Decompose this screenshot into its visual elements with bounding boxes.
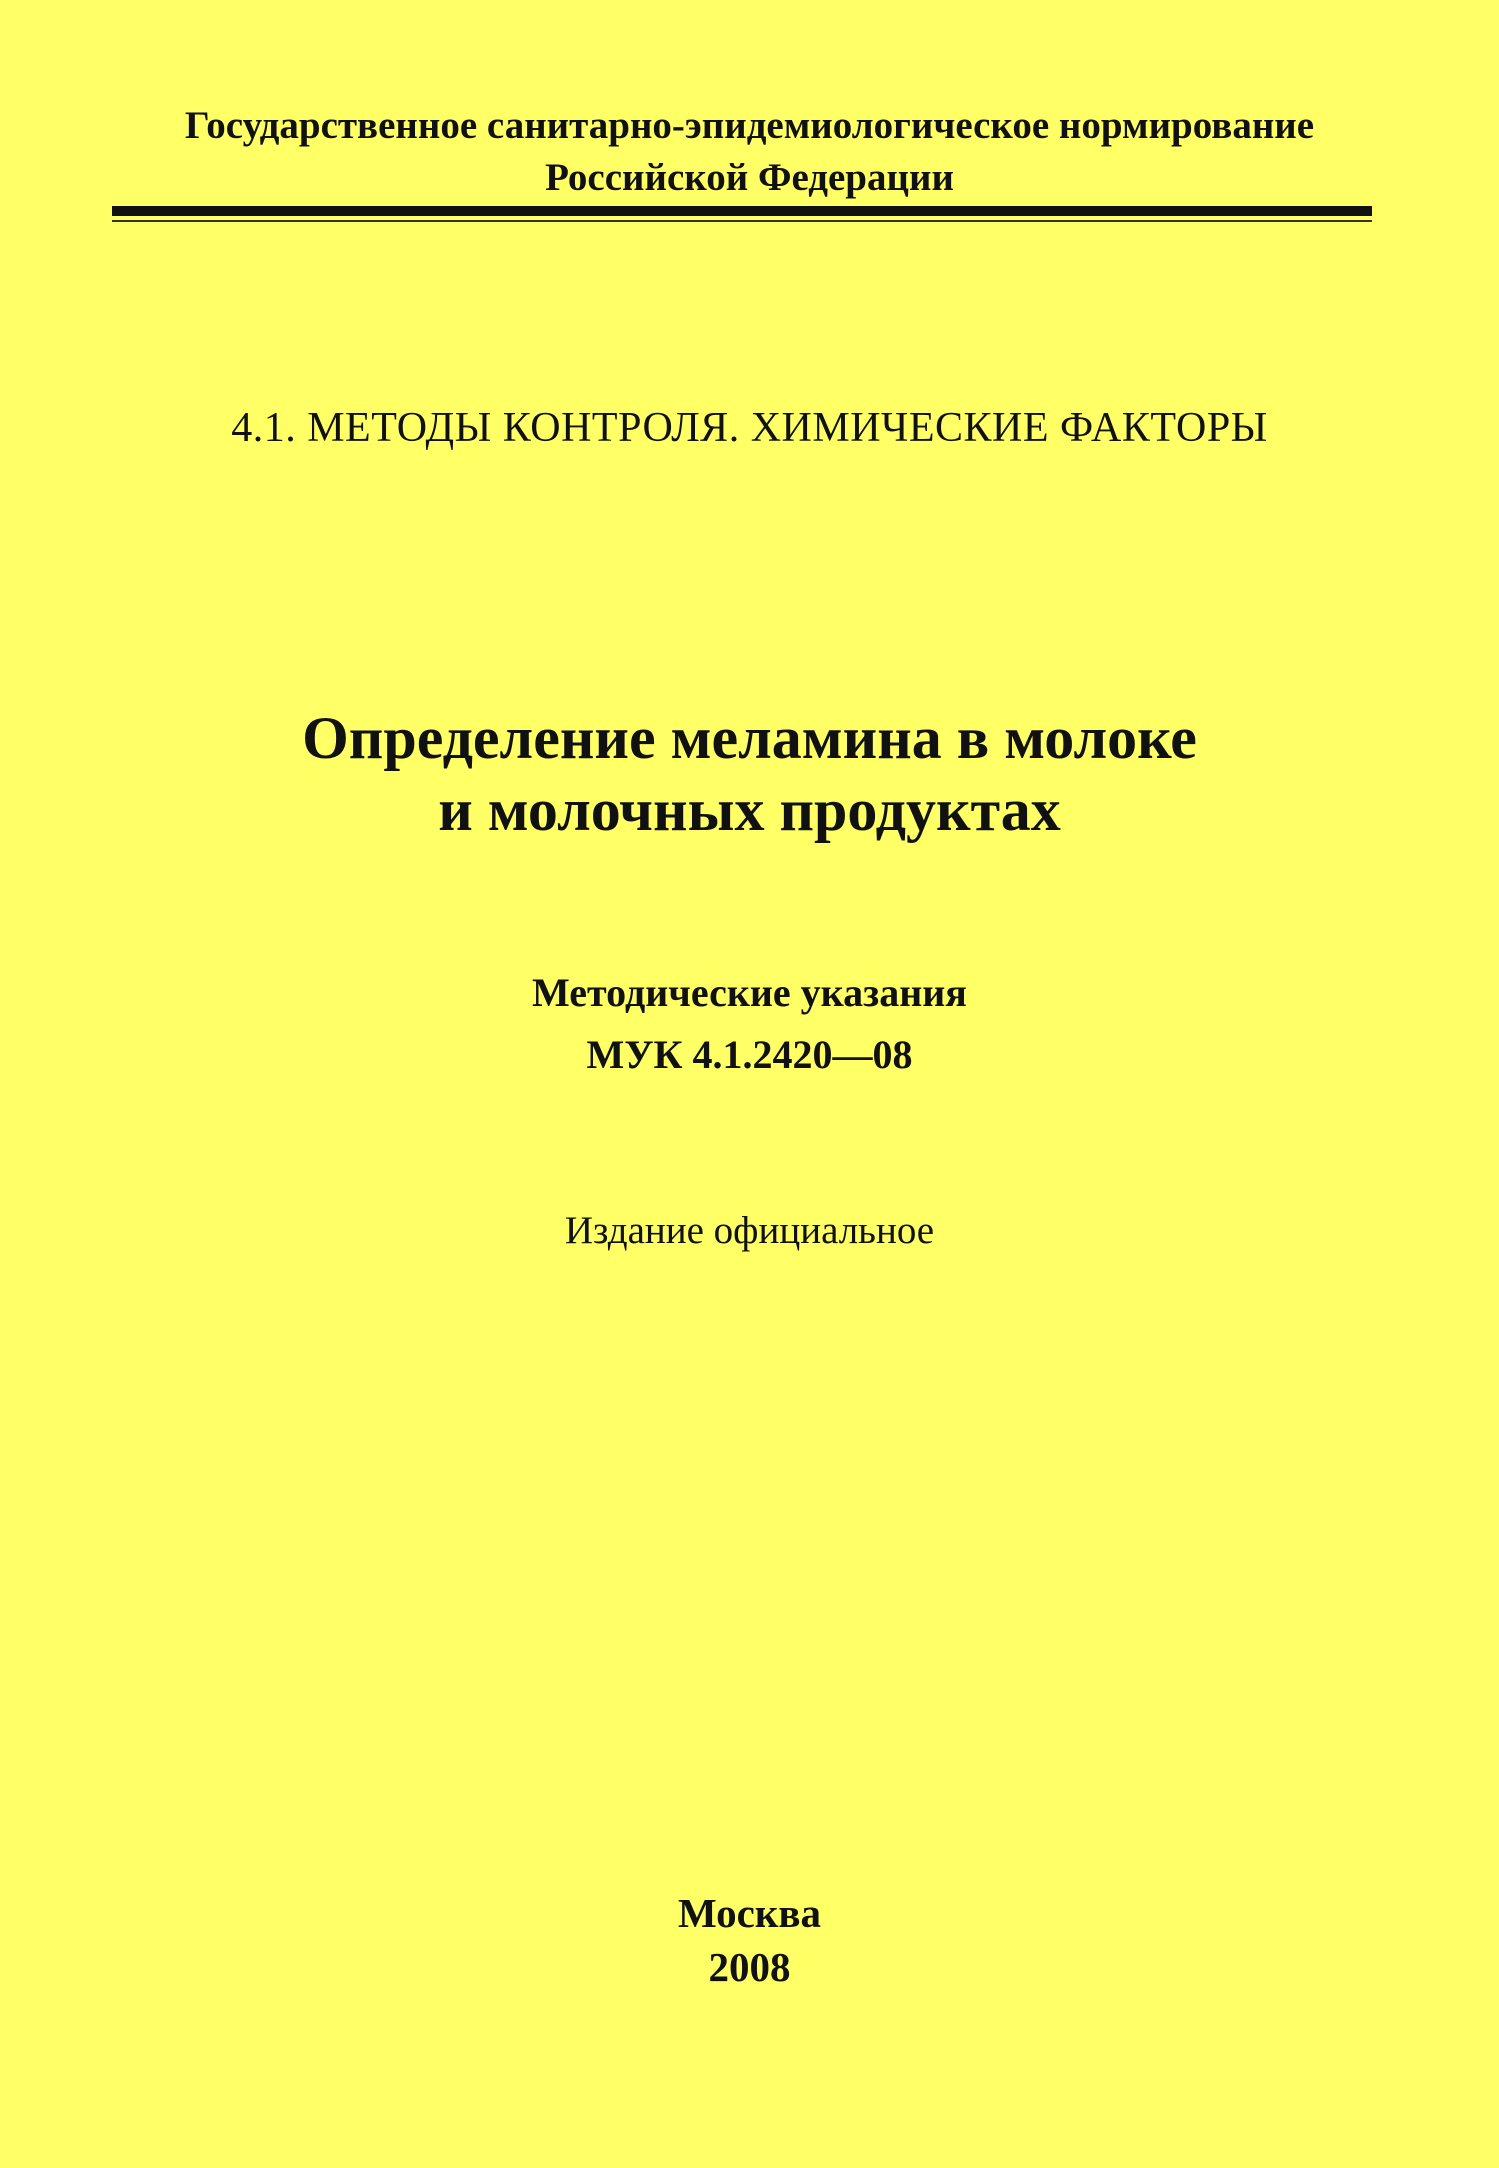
edition-note: Издание официальное xyxy=(564,1209,935,1252)
document-code: МУК 4.1.2420—08 xyxy=(586,1032,913,1077)
series-header xyxy=(0,100,1499,204)
imprint-year: 2008 xyxy=(708,1944,791,1990)
series-header-line-1: Государственное санитарно-эпидемиологическое нормирование xyxy=(184,104,1315,147)
header-divider-thin xyxy=(112,220,1372,222)
section-heading: 4.1. МЕТОДЫ КОНТРОЛЯ. ХИМИЧЕСКИЕ ФАКТОРЫ xyxy=(231,405,1268,451)
imprint xyxy=(0,1886,1499,1994)
imprint-city: Москва xyxy=(677,1890,822,1936)
document-type-name: Методические указания xyxy=(532,970,967,1015)
document-title xyxy=(0,702,1499,846)
document-type xyxy=(0,962,1499,1086)
header-divider xyxy=(112,206,1372,222)
header-divider-thick xyxy=(112,206,1372,216)
series-header-line-2: Российской Федерации xyxy=(545,156,954,199)
document-title-line-2: и молочных продуктах xyxy=(438,777,1061,843)
document-title-line-1: Определение меламина в молоке xyxy=(302,705,1197,771)
